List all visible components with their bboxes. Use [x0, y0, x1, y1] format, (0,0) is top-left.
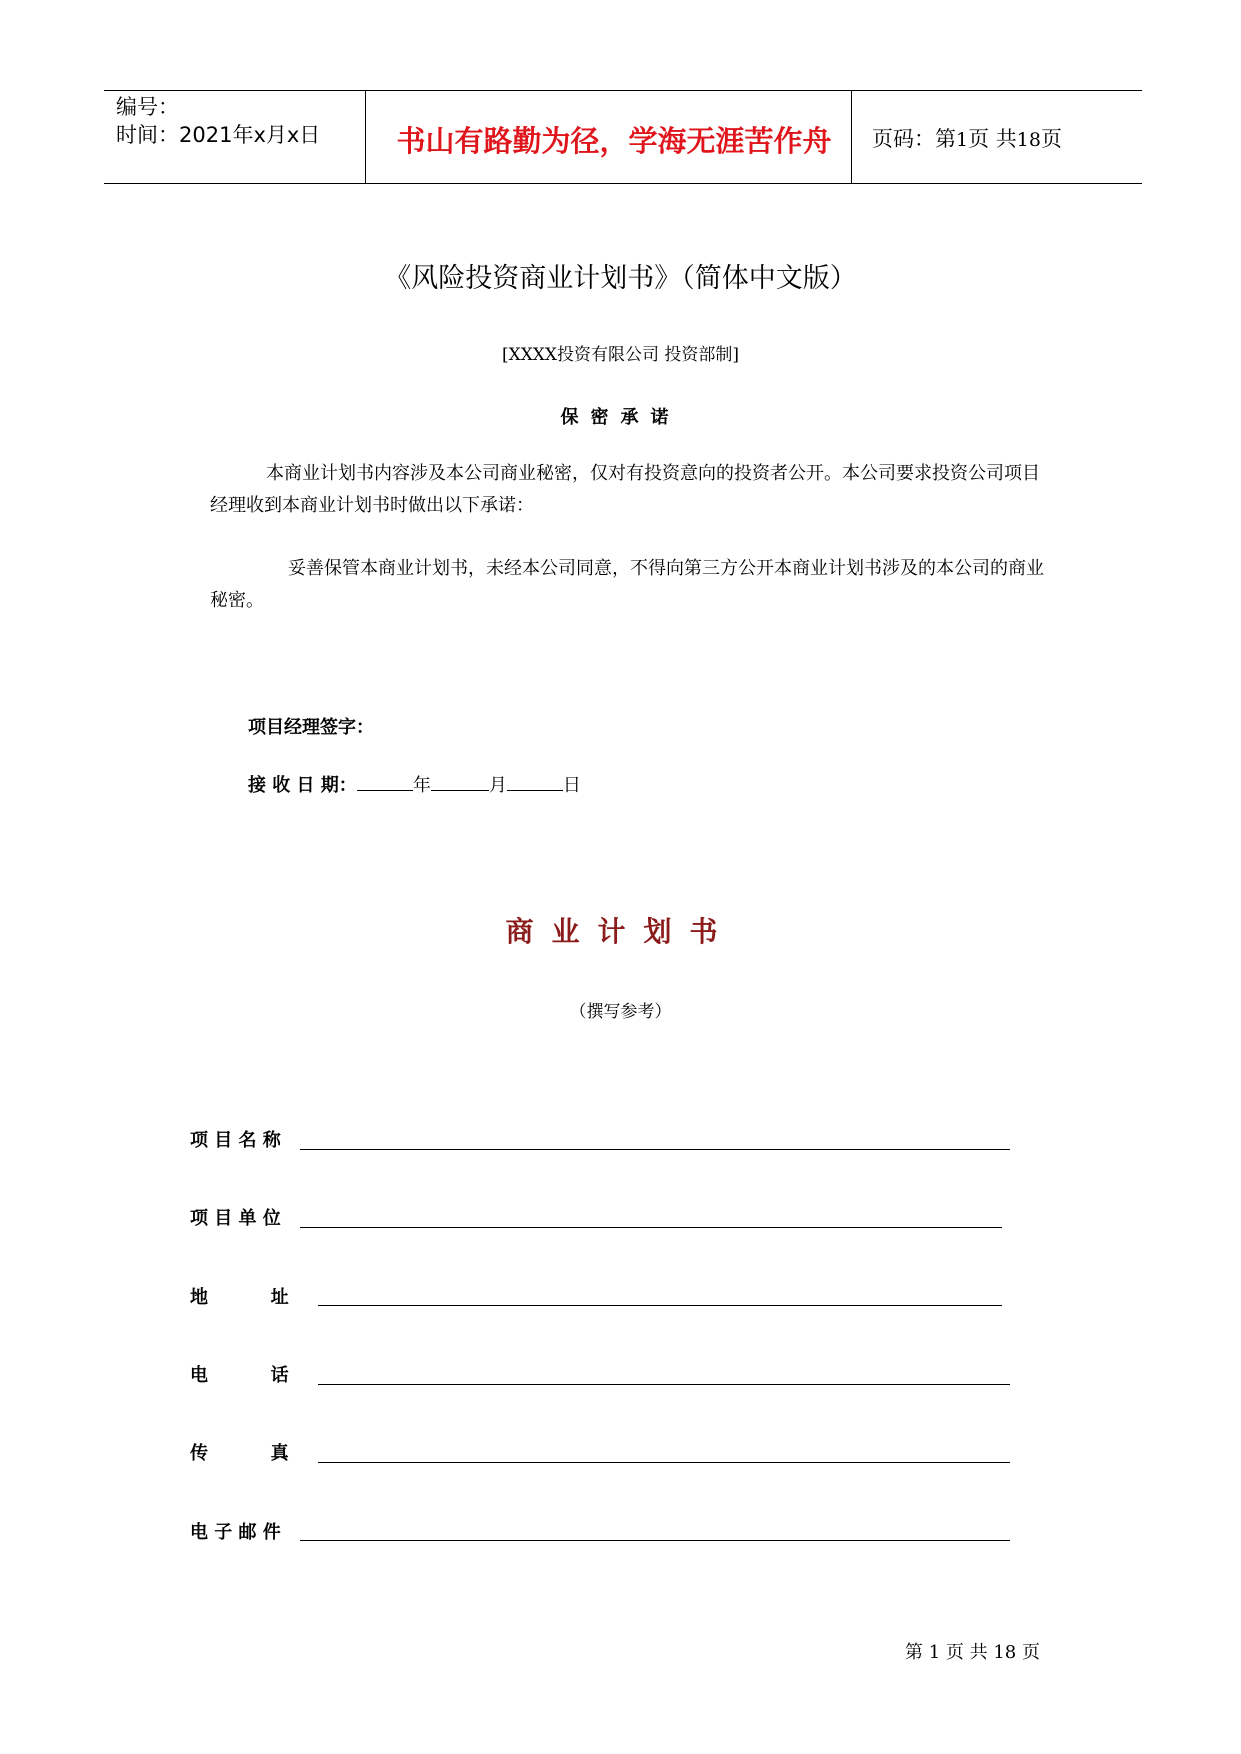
field-label-project-unit: 项 目 单 位 — [190, 1208, 281, 1229]
paragraph-1: 本商业计划书内容涉及本公司商业秘密，仅对有投资意向的投资者公开。本公司要求投资公司项目经理收到本商业计划书时做出以下承诺： — [210, 463, 1040, 516]
page-footer: 第 1 页 共 18 页 — [905, 1642, 1040, 1663]
confidentiality-heading: 保密承诺 — [560, 407, 681, 428]
paragraph-2: 妥善保管本商业计划书，未经本公司同意，不得向第三方公开本商业计划书涉及的本公司的商业秘密。 — [210, 558, 1044, 611]
page-header — [104, 90, 1142, 184]
number-label: 编号： — [116, 95, 179, 119]
page-suffix: 页 — [1040, 127, 1062, 151]
page-mid: 页 共 — [968, 127, 1017, 151]
header-divider — [365, 91, 366, 183]
business-plan-subtitle: （撰写参考） — [569, 1002, 672, 1022]
field-label-project-name: 项 目 名 称 — [190, 1130, 281, 1151]
receipt-date-row — [248, 771, 581, 797]
year-blank — [357, 772, 413, 791]
day-label: 日 — [562, 775, 581, 796]
document-title: 《风险投资商业计划书》（简体中文版） — [384, 263, 857, 294]
field-line-project-name — [300, 1149, 1010, 1150]
year-label: 年 — [412, 775, 431, 796]
page-total: 18 — [1016, 129, 1041, 151]
field-label-address: 地 址 — [190, 1287, 289, 1308]
month-blank — [431, 772, 489, 791]
header-meta — [116, 93, 320, 149]
field-label-fax: 传 真 — [190, 1443, 289, 1464]
field-label-email: 电 子 邮 件 — [190, 1522, 281, 1543]
page-prefix: 页码：第 — [872, 127, 956, 151]
header-motto: 书山有路勤为径，学海无涯苦作舟 — [396, 124, 832, 158]
field-line-project-unit — [300, 1227, 1002, 1228]
field-label-phone: 电 话 — [190, 1365, 289, 1386]
receipt-date-label: 接 收 日 期： — [248, 775, 357, 796]
field-line-phone — [318, 1384, 1010, 1385]
month-label: 月 — [488, 775, 507, 796]
header-page-indicator — [872, 123, 1062, 153]
business-plan-title: 商业计划书 — [505, 915, 736, 948]
day-blank — [507, 772, 563, 791]
field-line-address — [318, 1305, 1002, 1306]
signature-label: 项目经理签字： — [248, 717, 374, 738]
document-subtitle: [XXXX投资有限公司 投资部制] — [501, 345, 740, 365]
field-line-email — [300, 1540, 1010, 1541]
date-label: 时间：2021年x月x日 — [116, 123, 321, 147]
page-current: 1 — [956, 129, 969, 151]
field-line-fax — [318, 1462, 1010, 1463]
